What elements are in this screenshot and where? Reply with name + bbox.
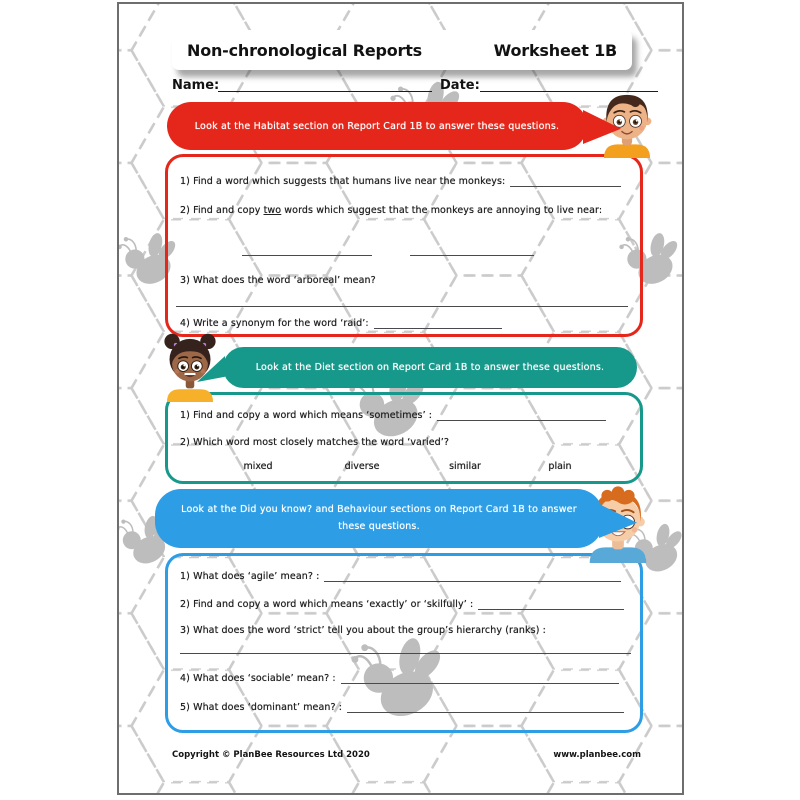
answer-blank xyxy=(347,701,624,713)
page-title: Non-chronological Reports xyxy=(187,40,422,60)
question-text: 3) What does the word ‘strict’ tell you about the group’s hierarchy (ranks) : xyxy=(180,625,546,636)
worksheet-page xyxy=(117,2,684,795)
habitat-q3 xyxy=(180,275,376,286)
option-word: plain xyxy=(548,461,572,472)
name-date-row xyxy=(172,78,658,98)
diet-question-box xyxy=(165,392,643,484)
habitat-speech-bubble xyxy=(167,102,587,150)
habitat-question-box xyxy=(165,154,643,337)
question-text: 4) What does ‘sociable’ mean? : xyxy=(180,673,336,684)
worksheet-number: Worksheet 1B xyxy=(493,40,617,60)
question-text: 1) What does ‘agile’ mean? : xyxy=(180,571,320,582)
diet-speech-text: Look at the Diet section on Report Card 1B to answer these questions. xyxy=(255,362,605,373)
name-line xyxy=(218,77,432,92)
behaviour-q2 xyxy=(180,598,624,610)
diet-q1 xyxy=(180,409,606,421)
underlined-word: two xyxy=(263,205,282,216)
answer-blank xyxy=(341,672,619,684)
name-label: Name: xyxy=(172,78,220,93)
header-title-box xyxy=(172,30,632,70)
behaviour-q5 xyxy=(180,701,624,713)
habitat-q4 xyxy=(180,317,502,329)
question-text: 5) What does ‘dominant’ mean? : xyxy=(180,702,343,713)
behaviour-q3 xyxy=(180,625,546,636)
behaviour-speech-bubble xyxy=(155,489,603,548)
question-text: 2) Find and copy a word which means ‘exactly’ or ‘skilfully’ : xyxy=(180,599,474,610)
question-text: 4) Write a synonym for the word ‘raid’: xyxy=(180,318,369,329)
option-word: diverse xyxy=(344,461,380,472)
answer-blank xyxy=(410,255,534,256)
girl-avatar-diet xyxy=(160,332,220,402)
habitat-speech-text: Look at the Habitat section on Report Card 1B to answer these questions. xyxy=(194,120,560,132)
diet-speech-bubble xyxy=(223,347,637,388)
habitat-q2 xyxy=(180,205,630,216)
behaviour-q1 xyxy=(180,570,621,582)
answer-blank xyxy=(437,409,606,421)
answer-blank xyxy=(324,570,621,582)
question-text: 3) What does the word ‘arboreal’ mean? xyxy=(180,275,376,286)
question-text: 2) Which word most closely matches the word ‘varied’? xyxy=(180,437,450,448)
footer-copyright: Copyright © PlanBee Resources Ltd 2020 xyxy=(172,750,370,760)
option-word: similar xyxy=(449,461,481,472)
behaviour-question-box xyxy=(165,553,643,733)
behaviour-speech-text: Look at the Did you know? and Behaviour sections on Report Card 1B to answer these questions. xyxy=(181,504,577,532)
answer-blank xyxy=(374,317,502,329)
behaviour-q4 xyxy=(180,672,619,684)
answer-blank xyxy=(510,175,621,187)
question-text: 2) Find and copy two words which suggest that the monkeys are annoying to live near: xyxy=(180,205,603,216)
footer-website-link[interactable]: www.planbee.com xyxy=(553,750,641,760)
diet-q2 xyxy=(180,437,449,448)
question-text: 1) Find a word which suggests that humans live near the monkeys: xyxy=(180,176,506,187)
answer-blank xyxy=(242,255,372,256)
answer-blank xyxy=(180,653,631,654)
answer-blank xyxy=(176,306,628,307)
option-word: mixed xyxy=(243,461,273,472)
question-text: 1) Find and copy a word which means ‘sometimes’ : xyxy=(180,410,433,421)
answer-blank xyxy=(478,598,624,610)
habitat-q1 xyxy=(180,175,621,187)
date-label: Date: xyxy=(440,78,480,93)
